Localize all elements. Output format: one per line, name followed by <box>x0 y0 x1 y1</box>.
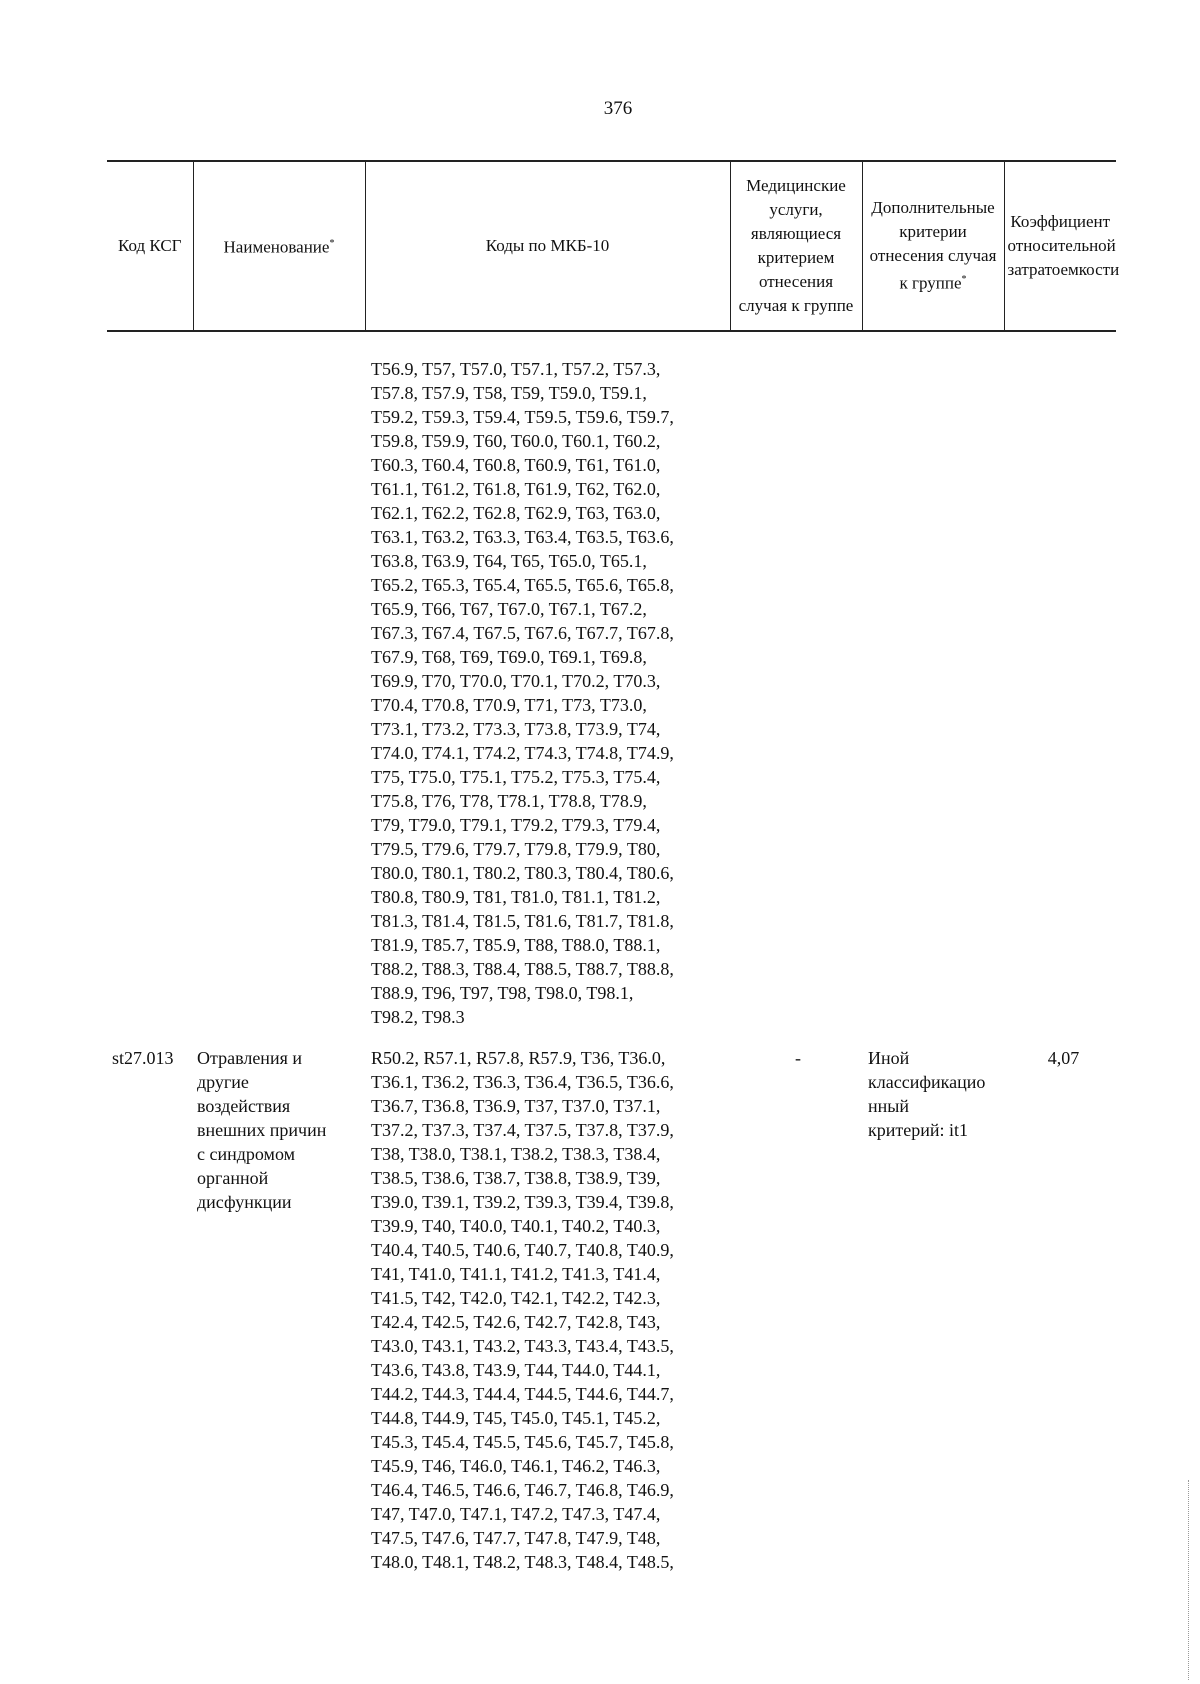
header-services: Медицинские услуги, являющиеся критерием отнесения случая к группе <box>730 161 862 331</box>
table-header <box>107 160 1120 332</box>
row-2-name: Отравления и другие воздействия внешних причин с синдромом органной дисфункции <box>197 1048 327 1212</box>
header-coefficient: Коэффициент относительной затратоемкости <box>1004 161 1116 331</box>
page-number: 376 <box>603 98 633 119</box>
row-2-extra-criteria: Иной классификацио нный критерий: it1 <box>868 1048 986 1140</box>
row-2-codes: R50.2, R57.1, R57.8, R57.9, T36, T36.0, T36.1, T36.2, T36.3, T36.4, T36.5, T36.6, T36.7, T36.8, T36.9, T37, T37.0, T37.1, T37.2, T37.3, T37.4, T37.5, T37.8, T37.9, T38, T38.0, T38.1, T38.2, T38.3, T38.4, T38.5, T38.6, T38.7, T38.8, T38.9, T39, T39.0, T39.1, T39.2, T39.3, T39.4, T39.8, T39.9, T40, T40.0, T40.1, T40.2, T40.3, T40.4, T40.5, T40.6, T40.7, T40.8, T40.9, T41, T41.0, T41.1, T41.2, T41.3, T41.4, T41.5, T42, T42.0, T42.1, T42.2, T42.3, T42.4, T42.5, T42.6, T42.7, T42.8, T43, T43.0, T43.1, T43.2, T43.3, T43.4, T43.5, T43.6, T43.8, T43.9, T44, T44.0, T44.1, T44.2, T44.3, T44.4, T44.5, T44.6, T44.7, T44.8, T44.9, T45, T45.0, T45.1, T45.2, T45.3, T45.4, T45.5, T45.6, T45.7, T45.8, T45.9, T46, T46.0, T46.1, T46.2, T46.3, T46.4, T46.5, T46.6, T46.7, T46.8, T46.9, T47, T47.0, T47.1, T47.2, T47.3, T47.4, T47.5, T47.6, T47.7, T47.8, T47.9, T48, T48.0, T48.1, T48.2, T48.3, T48.4, T48.5, <box>371 1048 674 1572</box>
header-extra-criteria: Дополнительные критерии отнесения случая к группе* <box>862 161 1004 331</box>
row-2-services: - <box>795 1048 801 1068</box>
header-icd-codes: Коды по МКБ-10 <box>365 161 730 331</box>
header-code: Код КСГ <box>107 161 193 331</box>
scan-margin-line <box>1188 1480 1190 1680</box>
row-2-coefficient: 4,07 <box>1047 1048 1080 1068</box>
row-2-code: st27.013 <box>112 1048 174 1068</box>
header-name: Наименование* <box>193 161 365 331</box>
row-1-codes: T56.9, T57, T57.0, T57.1, T57.2, T57.3, T57.8, T57.9, T58, T59, T59.0, T59.1, T59.2, T59.3, T59.4, T59.5, T59.6, T59.7, T59.8, T59.9, T60, T60.0, T60.1, T60.2, T60.3, T60.4, T60.8, T60.9, T61, T61.0, T61.1, T61.2, T61.8, T61.9, T62, T62.0, T62.1, T62.2, T62.8, T62.9, T63, T63.0, T63.1, T63.2, T63.3, T63.4, T63.5, T63.6, T63.8, T63.9, T64, T65, T65.0, T65.1, T65.2, T65.3, T65.4, T65.5, T65.6, T65.8, T65.9, T66, T67, T67.0, T67.1, T67.2, T67.3, T67.4, T67.5, T67.6, T67.7, T67.8, T67.9, T68, T69, T69.0, T69.1, T69.8, T69.9, T70, T70.0, T70.1, T70.2, T70.3, T70.4, T70.8, T70.9, T71, T73, T73.0, T73.1, T73.2, T73.3, T73.8, T73.9, T74, T74.0, T74.1, T74.2, T74.3, T74.8, T74.9, T75, T75.0, T75.1, T75.2, T75.3, T75.4, T75.8, T76, T78, T78.1, T78.8, T78.9, T79, T79.0, T79.1, T79.2, T79.3, T79.4, T79.5, T79.6, T79.7, T79.8, T79.9, T80, T80.0, T80.1, T80.2, T80.3, T80.4, T80.6, T80.8, T80.9, T81, T81.0, T81.1, T81.2, T81.3, T81.4, T81.5, T81.6, T81.7, T81.8, T81.9, T85.7, T85.9, T88, T88.0, T88.1, T88.2, T88.3, T88.4, T88.5, T88.7, T88.8, T88.9, T96, T97, T98, T98.0, T98.1, T98.2, T98.3 <box>371 359 674 1027</box>
